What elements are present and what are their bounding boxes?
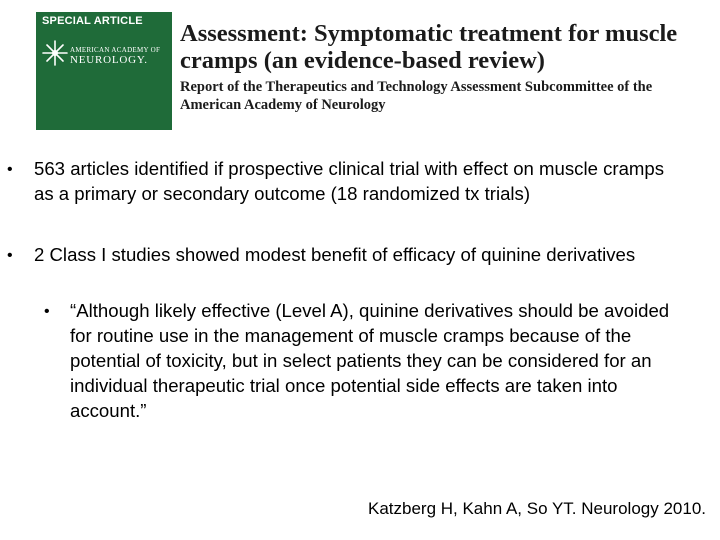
article-subtitle: Report of the Therapeutics and Technology Assessment Subcommittee of the American Academy of Neurology bbox=[180, 79, 653, 113]
org-name-line1: AMERICAN ACADEMY OF bbox=[70, 46, 161, 54]
sub-bullet-text: “Although likely effective (Level A), quinine derivatives should be avoided for routine use in the management of muscle cramps because of the potential of toxicity, but in select patients they can be considered for an individual therapeutic trial once potential side effects are taken into account.” bbox=[70, 300, 670, 421]
citation: Katzberg H, Kahn A, So YT. Neurology 2010. bbox=[367, 499, 706, 518]
journal-panel bbox=[36, 12, 172, 130]
special-article-label: SPECIAL ARTICLE bbox=[42, 15, 143, 27]
article-title: Assessment: Symptomatic treatment for muscle cramps (an evidence-based review) bbox=[180, 20, 678, 74]
article-header-banner bbox=[36, 12, 686, 130]
org-name-line2: NEUROLOGY. bbox=[70, 54, 148, 66]
aan-logo bbox=[40, 38, 168, 72]
banner-text-block bbox=[180, 20, 684, 114]
bullet-text: 563 articles identified if prospective clinical trial with effect on muscle cramps as a primary or secondary outcome (18 randomized tx trials) bbox=[34, 158, 665, 204]
bullet-text: 2 Class I studies showed modest benefit of efficacy of quinine derivatives bbox=[34, 244, 636, 265]
star-icon bbox=[40, 38, 70, 68]
bullet-marker: • bbox=[7, 247, 13, 264]
sub-bullet-marker: • bbox=[44, 303, 50, 320]
bullet-marker: • bbox=[7, 161, 13, 178]
